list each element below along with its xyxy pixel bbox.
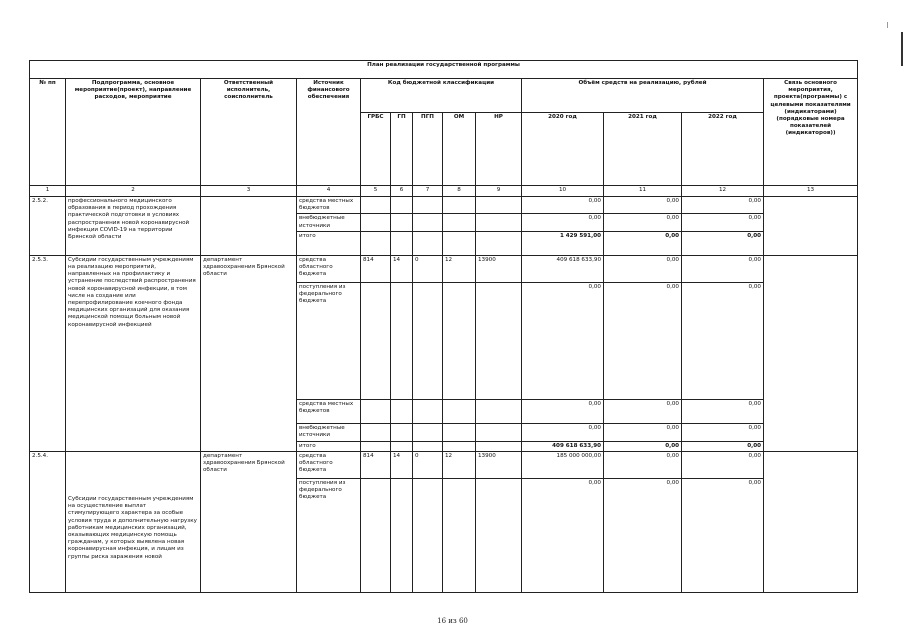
value-2021: 0,00 — [604, 479, 682, 593]
program-plan-table — [29, 60, 858, 593]
code-pgp: 0 — [413, 452, 443, 479]
code-pgp: 0 — [413, 255, 443, 282]
value-2022: 0,00 — [682, 255, 764, 282]
row-responsible: департамент здравоохранения Брянской области — [201, 452, 297, 593]
source-cell: поступления из федерального бюджета — [297, 479, 361, 593]
value-2021: 0,00 — [604, 214, 682, 231]
header-num: № пп — [30, 79, 66, 186]
header-2022: 2022 год — [682, 113, 764, 186]
row-responsible — [201, 197, 297, 256]
header-grbs: ГРБС — [361, 113, 391, 186]
value-2020: 0,00 — [522, 479, 604, 593]
header-gp: ГП — [391, 113, 413, 186]
code-gp: 14 — [391, 452, 413, 479]
column-number: 12 — [682, 186, 764, 197]
table-caption: План реализации государственной программы — [30, 61, 858, 79]
value-2021: 0,00 — [604, 282, 682, 399]
source-cell: средства местных бюджетов — [297, 197, 361, 214]
code-om: 12 — [443, 452, 476, 479]
column-number: 10 — [522, 186, 604, 197]
source-cell: средства областного бюджета — [297, 452, 361, 479]
header-pgp: ПГП — [413, 113, 443, 186]
value-2022: 0,00 — [682, 399, 764, 423]
header-budget-code: Код бюджетной классификации — [361, 79, 522, 113]
value-2020: 0,00 — [522, 214, 604, 231]
value-2022: 0,00 — [682, 452, 764, 479]
value-2022: 0,00 — [682, 231, 764, 255]
row-number: 2.5.3. — [30, 255, 66, 451]
column-number: 5 — [361, 186, 391, 197]
code-nr: 13900 — [476, 452, 522, 479]
row-responsible: департамент здравоохранения Брянской области — [201, 255, 297, 451]
header-nr: НР — [476, 113, 522, 186]
column-number: 3 — [201, 186, 297, 197]
indicator-link — [764, 452, 858, 593]
source-cell: итого — [297, 231, 361, 255]
value-2021: 0,00 — [604, 255, 682, 282]
source-cell: средства местных бюджетов — [297, 399, 361, 423]
table-row — [30, 197, 858, 214]
code-grbs: 814 — [361, 255, 391, 282]
header-source: Источник финансового обеспечения — [297, 79, 361, 186]
value-2020: 409 618 633,90 — [522, 441, 604, 451]
value-2021: 0,00 — [604, 452, 682, 479]
column-number: 9 — [476, 186, 522, 197]
value-2020: 409 618 633,90 — [522, 255, 604, 282]
code-nr: 13900 — [476, 255, 522, 282]
value-2020: 0,00 — [522, 282, 604, 399]
row-description: профессионального медицинского образования в период прохождения практической подготовки в условиях распространения новой коронавирусной инфекции COVID-19 на территории Брянской области — [66, 197, 201, 256]
value-2021: 0,00 — [604, 441, 682, 451]
scan-edge-tick — [887, 22, 888, 28]
value-2021: 0,00 — [604, 423, 682, 441]
header-responsible: Ответственный исполнитель, соисполнитель — [201, 79, 297, 186]
code-gp: 14 — [391, 255, 413, 282]
column-number: 11 — [604, 186, 682, 197]
column-number: 6 — [391, 186, 413, 197]
value-2020: 185 000 000,00 — [522, 452, 604, 479]
value-2020: 0,00 — [522, 423, 604, 441]
header-2020: 2020 год — [522, 113, 604, 186]
column-number: 13 — [764, 186, 858, 197]
source-cell: внебюджетные источники — [297, 214, 361, 231]
value-2021: 0,00 — [604, 231, 682, 255]
value-2022: 0,00 — [682, 282, 764, 399]
value-2020: 0,00 — [522, 399, 604, 423]
row-number: 2.5.2. — [30, 197, 66, 256]
column-numbers-row — [30, 186, 858, 197]
value-2022: 0,00 — [682, 197, 764, 214]
value-2021: 0,00 — [604, 197, 682, 214]
value-2022: 0,00 — [682, 214, 764, 231]
value-2020: 1 429 591,00 — [522, 231, 604, 255]
column-number: 1 — [30, 186, 66, 197]
scan-edge-mark — [901, 32, 903, 66]
value-2022: 0,00 — [682, 479, 764, 593]
value-2021: 0,00 — [604, 399, 682, 423]
code-om: 12 — [443, 255, 476, 282]
header-subprogram: Подпрограмма, основное мероприятие(проект), направление расходов, мероприятие — [66, 79, 201, 186]
source-cell: поступления из федерального бюджета — [297, 282, 361, 399]
header-2021: 2021 год — [604, 113, 682, 186]
header-link: Связь основного мероприятия, проекта(программы) с целевыми показателями (индикаторами) (порядковые номера показателей (индикаторов)) — [764, 79, 858, 186]
header-om: ОМ — [443, 113, 476, 186]
value-2022: 0,00 — [682, 441, 764, 451]
row-number: 2.5.4. — [30, 452, 66, 593]
row-description: Субсидии государственным учреждениям на реализацию мероприятий, направленных на профилактику и устранение последствий распространения новой коронавирусной инфекции, в том числе на создание или перепрофилирование коечного фонда медицинских организаций для оказания медицинской помощи больным новой коронавирусной инфекцией — [66, 255, 201, 451]
indicator-link — [764, 255, 858, 451]
column-number: 4 — [297, 186, 361, 197]
column-number: 8 — [443, 186, 476, 197]
page-number: 16 из 60 — [437, 617, 468, 625]
table-row — [30, 255, 858, 282]
source-cell: внебюджетные источники — [297, 423, 361, 441]
indicator-link — [764, 197, 858, 256]
header-volume: Объём средств на реализацию, рублей — [522, 79, 764, 113]
row-description: Субсидии государственным учреждениям на осуществление выплат стимулирующего характера за особые условия труда и дополнительную нагрузку работникам медицинских организаций, оказывающих медицинскую помощь гражданам, у которых выявлена новая коронавирусная инфекция, и лицам из группы риска заражения новой — [66, 452, 201, 593]
source-cell: итого — [297, 441, 361, 451]
value-2022: 0,00 — [682, 423, 764, 441]
table-row — [30, 452, 858, 479]
source-cell: средства областного бюджета — [297, 255, 361, 282]
column-number: 2 — [66, 186, 201, 197]
code-grbs: 814 — [361, 452, 391, 479]
value-2020: 0,00 — [522, 197, 604, 214]
column-number: 7 — [413, 186, 443, 197]
